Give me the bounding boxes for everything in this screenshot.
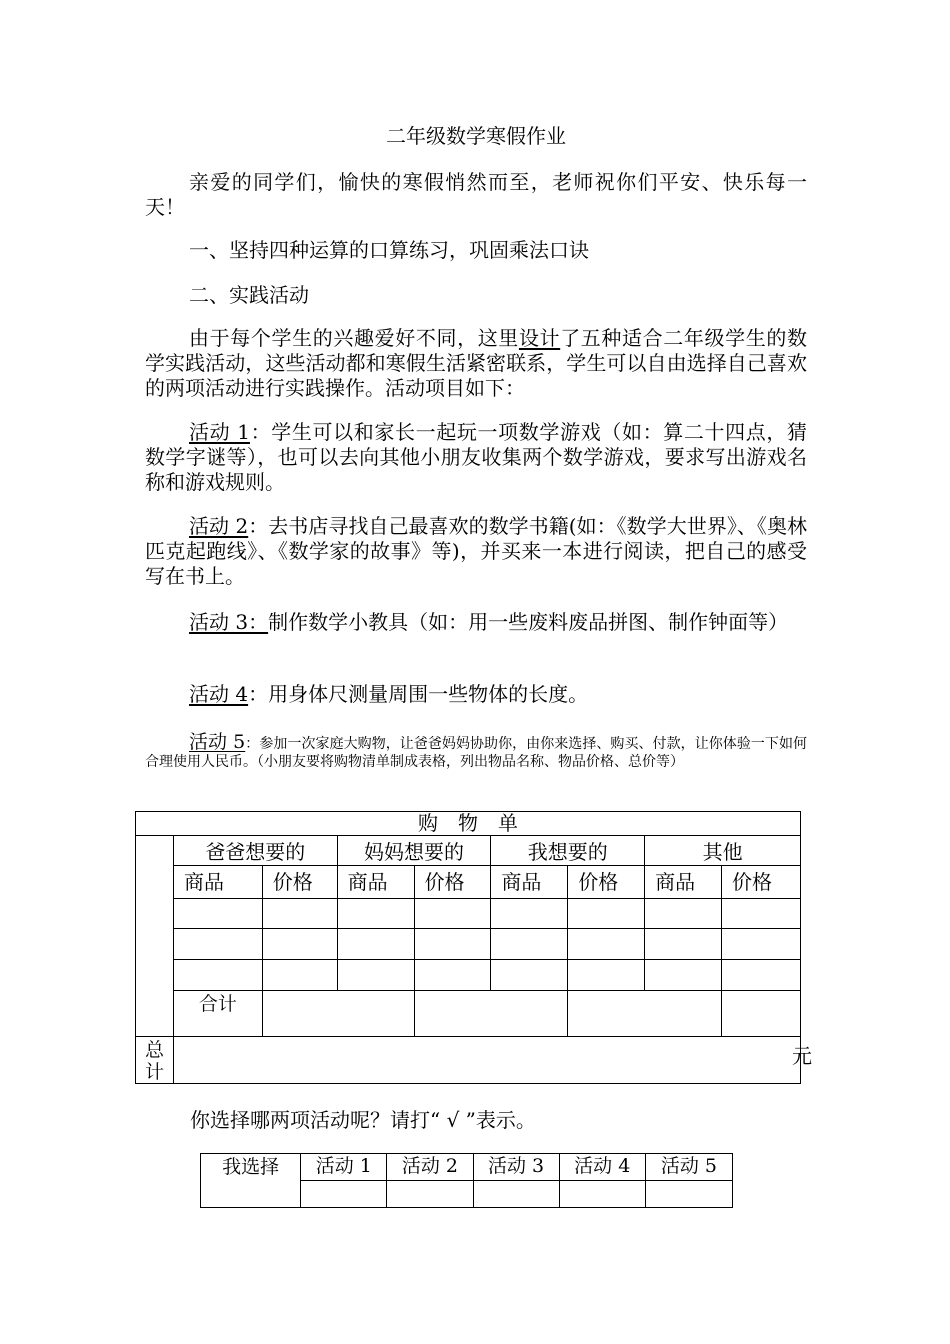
empty-cell (414, 899, 491, 929)
table-row (136, 929, 801, 960)
option-activity-5: 活动 5 (645, 1154, 732, 1181)
option-activity-2: 活动 2 (387, 1154, 473, 1181)
intro-paragraph (145, 326, 807, 401)
empty-cell (414, 929, 491, 960)
empty-cell (414, 960, 491, 991)
empty-cell (491, 960, 568, 991)
empty-cell (173, 929, 262, 960)
empty-cell (568, 960, 645, 991)
activity-5-label: 活动 5 (189, 731, 246, 753)
empty-cell (568, 929, 645, 960)
activity-4-text: ：用身体尺测量周围一些物体的长度。 (248, 682, 589, 706)
empty-cell (173, 899, 262, 929)
activity-choice-table (200, 1153, 733, 1208)
empty-cell (722, 929, 801, 960)
activity-3-label: 活动 3： (189, 610, 269, 634)
col-price: 价格 (262, 866, 337, 899)
col-item: 商品 (337, 866, 414, 899)
empty-cell (262, 899, 337, 929)
section-2-heading: 二、实践活动 (189, 283, 309, 307)
empty-cell (337, 929, 414, 960)
empty-cell (262, 929, 337, 960)
group-other: 其他 (645, 836, 801, 866)
check-cell-4[interactable] (559, 1181, 645, 1208)
activity-4 (145, 682, 807, 707)
page-title: 二年级数学寒假作业 (386, 124, 566, 148)
option-activity-3: 活动 3 (473, 1154, 559, 1181)
intro-text-1: 由于每个学生的兴趣爱好不同，这里 (189, 326, 519, 350)
empty-cell (722, 960, 801, 991)
activity-3 (145, 610, 807, 635)
subtotal-label: 合计 (173, 991, 262, 1037)
blank-side-cell (136, 836, 174, 1037)
subtotal-cell (722, 991, 801, 1037)
check-cell-2[interactable] (387, 1181, 473, 1208)
group-mom: 妈妈想要的 (337, 836, 491, 866)
currency-unit: 元 (792, 1044, 812, 1068)
col-price: 价格 (722, 866, 801, 899)
table-row (136, 899, 801, 929)
total-label: 总计 (136, 1037, 174, 1084)
group-dad: 爸爸想要的 (173, 836, 337, 866)
shopping-list-title: 购 物 单 (136, 812, 801, 836)
empty-cell (645, 899, 722, 929)
activity-2-text: ：去书店寻找自己最喜欢的数学书籍(如：《数学大世界》、《奥林匹克起跑线》、《数学家的故事》等)，并买来一本进行阅读，把自己的感受写在书上。 (145, 514, 807, 588)
greeting: 亲爱的同学们，愉快的寒假悄然而至，老师祝你们平安、快乐每一天！ (145, 170, 807, 219)
activity-3-text: 制作数学小教具（如：用一些废料废品拼图、制作钟面等） (268, 610, 789, 634)
col-item: 商品 (491, 866, 568, 899)
section-1-heading: 一、坚持四种运算的口算练习，巩固乘法口诀 (189, 238, 589, 262)
col-price: 价格 (414, 866, 491, 899)
subtotal-cell (568, 991, 722, 1037)
empty-cell (337, 899, 414, 929)
empty-cell (491, 899, 568, 929)
group-me: 我想要的 (491, 836, 645, 866)
col-price: 价格 (568, 866, 645, 899)
activity-1-label: 活动 1 (189, 420, 250, 444)
option-activity-4: 活动 4 (559, 1154, 645, 1181)
check-cell-5[interactable] (645, 1181, 732, 1208)
choose-label: 我选择 (201, 1154, 301, 1208)
subtotal-cell (414, 991, 568, 1037)
activity-5-text: ：参加一次家庭大购物，让爸爸妈妈协助你，由你来选择、购买、付款，让你体验一下如何合理使用人民币。（小朋友要将购物清单制成表格，列出物品名称、物品价格、总价等） (145, 736, 807, 770)
activity-2 (145, 514, 807, 589)
empty-cell (262, 960, 337, 991)
check-cell-1[interactable] (301, 1181, 387, 1208)
activity-4-label: 活动 4 (189, 682, 249, 706)
activity-1 (145, 420, 807, 495)
col-item: 商品 (173, 866, 262, 899)
subtotal-cell (262, 991, 414, 1037)
empty-cell (645, 960, 722, 991)
activity-2-label: 活动 2 (189, 514, 249, 538)
empty-cell (491, 929, 568, 960)
activity-1-text: ：学生可以和家长一起玩一项数学游戏（如：算二十四点，猜数学字谜等），也可以去向其他小朋友收集两个数学游戏，要求写出游戏名称和游戏规则。 (145, 420, 807, 494)
option-activity-1: 活动 1 (301, 1154, 387, 1181)
choose-question: 你选择哪两项活动呢？请打“ √ ”表示。 (190, 1108, 536, 1132)
table-row (136, 960, 801, 991)
empty-cell (568, 899, 645, 929)
total-cell (173, 1037, 800, 1084)
activity-5 (145, 733, 807, 771)
intro-underlined: 设计 (518, 326, 561, 350)
intro-text-2: 了五种适合二年级学生的数学实践活动，这些活动都和寒假生活紧密联系，学生可以自由选择自己喜欢的两项活动进行实践操作。活动项目如下： (145, 326, 808, 400)
empty-cell (173, 960, 262, 991)
empty-cell (645, 929, 722, 960)
shopping-list-table (135, 811, 801, 1084)
empty-cell (722, 899, 801, 929)
check-cell-3[interactable] (473, 1181, 559, 1208)
col-item: 商品 (645, 866, 722, 899)
empty-cell (337, 960, 414, 991)
